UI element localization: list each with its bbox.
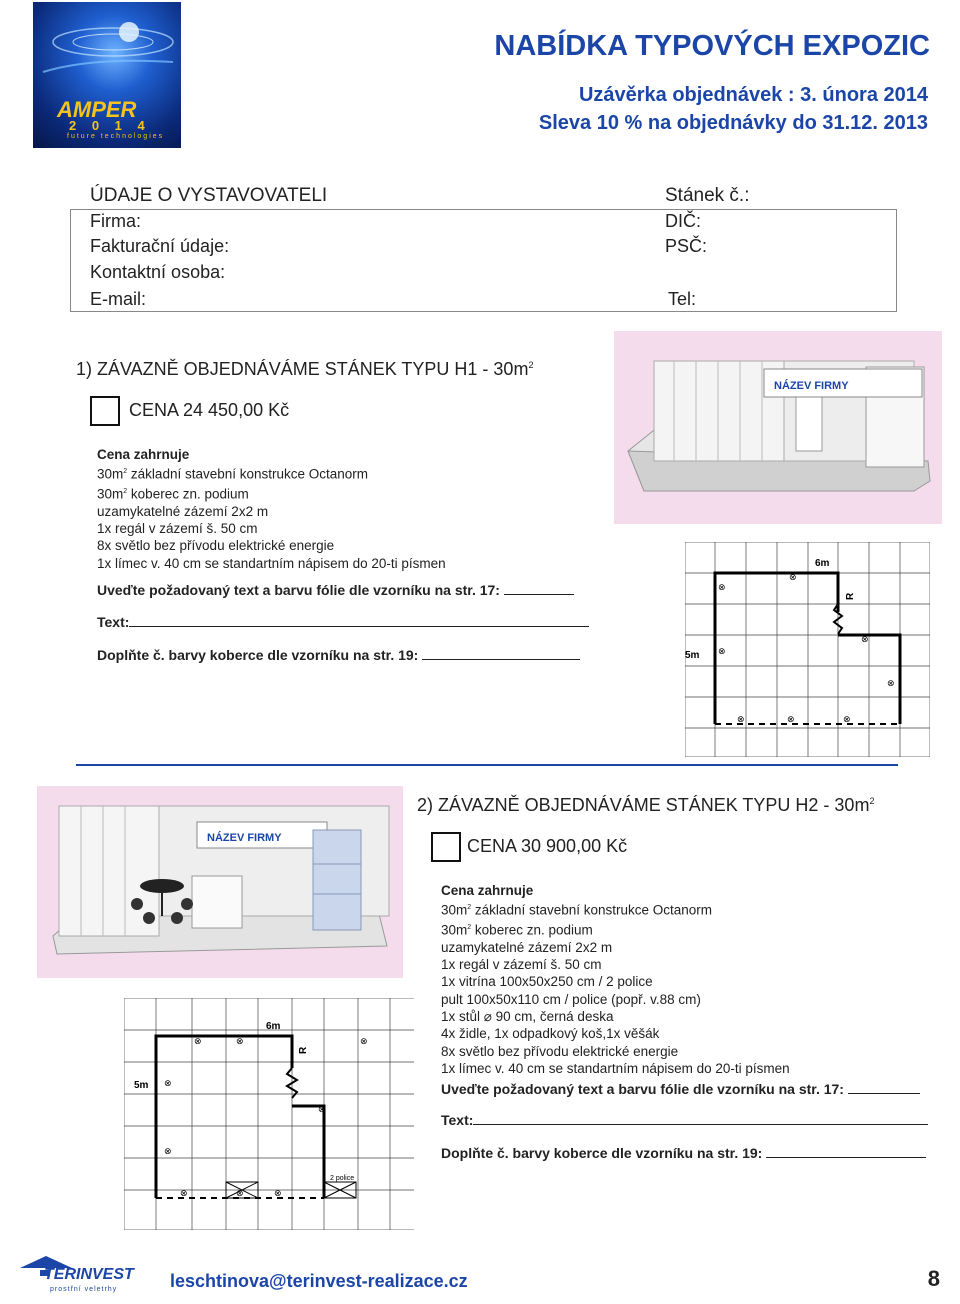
- dic-field[interactable]: DIČ:: [665, 211, 701, 231]
- stand-h1-render: [614, 331, 942, 524]
- logo-brand: AMPER: [57, 97, 137, 122]
- include-item: 1x límec v. 40 cm se standartním nápisem do 20-ti písmen: [441, 1060, 790, 1076]
- stand-h1-text-request: Uveďte požadovaný text a barvu fólie dle vzorníku na str. 17:: [97, 580, 574, 598]
- page-title: NABÍDKA TYPOVÝCH EXPOZIC: [494, 30, 930, 62]
- order-deadline: Uzávěrka objednávek : 3. února 2014: [578, 84, 928, 106]
- stand-h1-includes: [97, 446, 446, 572]
- h1-plan-depth: 5m: [685, 650, 700, 661]
- svg-text:⊗: ⊗: [718, 647, 726, 657]
- includes-heading: Cena zahrnuje: [441, 883, 534, 898]
- stand-h1-sign: NÁZEV FIRMY: [774, 380, 849, 392]
- carpet-input-line[interactable]: [766, 1143, 926, 1158]
- stand-h1-floor-plan: [685, 542, 930, 757]
- stand-h2-sign: NÁZEV FIRMY: [207, 832, 282, 844]
- text-input-line[interactable]: [473, 1110, 928, 1125]
- exhibitor-form: [70, 209, 897, 312]
- stand-h2-checkbox[interactable]: [431, 832, 461, 862]
- svg-text:⊗: ⊗: [236, 1189, 244, 1199]
- include-item: 1x límec v. 40 cm se standartním nápisem do 20-ti písmen: [97, 555, 446, 571]
- svg-text:⊗: ⊗: [180, 1189, 188, 1199]
- stand-h2-price: CENA 30 900,00 Kč: [467, 836, 628, 856]
- h2-plan-width: 6m: [266, 1021, 281, 1032]
- page-number: 8: [927, 1266, 940, 1291]
- stand-h1-text-field: Text:: [97, 612, 589, 630]
- discount-note: Sleva 10 % na objednávky do 31.12. 2013: [538, 112, 928, 134]
- svg-text:⊗: ⊗: [843, 715, 851, 725]
- color-input-line[interactable]: [848, 1079, 920, 1094]
- include-item: $30m^2$ koberec zn. podium: [441, 922, 593, 938]
- contact-email[interactable]: leschtinova@terinvest-realizace.cz: [170, 1271, 468, 1291]
- include-item: 8x světlo bez přívodu elektrické energie: [97, 538, 335, 554]
- include-item: $30m^2$ koberec zn. podium: [97, 486, 249, 502]
- stand-h2-floor-plan: [124, 998, 414, 1230]
- exhibitor-heading: ÚDAJE O VYSTAVOVATELI: [90, 185, 328, 206]
- text-input-line[interactable]: [129, 612, 589, 627]
- stand-h1-illustration: [614, 331, 942, 524]
- stand-number-label: Stánek č.:: [665, 185, 750, 206]
- include-item: $30m^2$ základní stavební konstrukce Octanorm: [441, 902, 713, 918]
- stand-h2-illustration: [37, 786, 403, 978]
- h1-plan-width: 6m: [815, 558, 830, 569]
- tel-field[interactable]: Tel:: [668, 289, 697, 309]
- stand-h2-carpet-request: Doplňte č. barvy koberce dle vzorníku na str. 19:: [441, 1143, 926, 1161]
- h2-plan-r: R: [298, 1046, 309, 1054]
- stand-h2-text-field: Text:: [441, 1110, 928, 1128]
- h2-plan-depth: 5m: [134, 1080, 149, 1091]
- stand-h1-carpet-request: Doplňte č. barvy koberce dle vzorníku na str. 19:: [97, 645, 580, 663]
- svg-text:⊗: ⊗: [194, 1037, 202, 1047]
- stand-h1-checkbox[interactable]: [90, 396, 120, 426]
- section-divider: [76, 764, 898, 766]
- svg-text:⊗: ⊗: [718, 583, 726, 593]
- terinvest-logo: [18, 1254, 158, 1299]
- h2-plan-shelves: 2 police: [330, 1175, 355, 1182]
- terinvest-name: TERINVEST: [44, 1266, 134, 1283]
- includes-heading: Cena zahrnuje: [97, 447, 190, 462]
- svg-text:⊗: ⊗: [789, 573, 797, 583]
- psc-field[interactable]: PSČ:: [665, 236, 708, 256]
- include-item: 1x stůl ⌀ 90 cm, černá deska: [441, 1009, 614, 1025]
- stand-h2-title: 2) ZÁVAZNĚ OBJEDNÁVÁME STÁNEK TYPU $H2 - 30m^2$: [417, 795, 875, 815]
- svg-text:⊗: ⊗: [737, 715, 745, 725]
- svg-text:⊗: ⊗: [164, 1147, 172, 1157]
- carpet-input-line[interactable]: [422, 645, 580, 660]
- stand-h2-includes: [441, 882, 790, 1077]
- h1-plan-r: R: [845, 592, 856, 600]
- include-item: 1x vitrína 100x50x250 cm / 2 police: [441, 974, 653, 990]
- include-item: 4x židle, 1x odpadkový koš,1x věšák: [441, 1026, 660, 1042]
- svg-text:⊗: ⊗: [236, 1037, 244, 1047]
- stand-h2-render: [37, 786, 403, 978]
- include-item: 1x regál v zázemí š. 50 cm: [97, 521, 258, 537]
- light-icon: [718, 573, 895, 725]
- svg-text:⊗: ⊗: [787, 715, 795, 725]
- svg-text:⊗: ⊗: [360, 1037, 368, 1047]
- svg-text:⊗: ⊗: [887, 679, 895, 689]
- stand-h1-title: 1) ZÁVAZNĚ OBJEDNÁVÁME STÁNEK TYPU $H1 - 30m^2$: [76, 359, 534, 379]
- include-item: 1x regál v zázemí š. 50 cm: [441, 957, 602, 973]
- contact-field[interactable]: Kontaktní osoba:: [90, 262, 226, 282]
- logo-tagline: future technologies: [67, 133, 165, 140]
- billing-field[interactable]: Fakturační údaje:: [90, 236, 230, 256]
- amper-logo: [33, 2, 181, 148]
- logo-year: 2 0 1 4: [69, 118, 151, 133]
- include-item: uzamykatelné zázemí 2x2 m: [97, 503, 269, 519]
- stand-h1-price: CENA 24 450,00 Kč: [129, 400, 290, 420]
- logo-graphic-icon: [33, 2, 181, 97]
- svg-text:⊗: ⊗: [274, 1189, 282, 1199]
- color-input-line[interactable]: [504, 580, 574, 595]
- stand-h2-text-request: Uveďte požadovaný text a barvu fólie dle vzorníku na str. 17:: [441, 1079, 920, 1097]
- include-item: uzamykatelné zázemí 2x2 m: [441, 939, 613, 955]
- firm-field[interactable]: Firma:: [90, 211, 141, 231]
- email-field[interactable]: E-mail:: [90, 289, 147, 309]
- svg-text:⊗: ⊗: [164, 1079, 172, 1089]
- include-item: pult 100x50x110 cm / police (popř. v.88 cm): [441, 991, 701, 1007]
- include-item: 8x světlo bez přívodu elektrické energie: [441, 1043, 679, 1059]
- terinvest-tagline: prostřní veletrhy: [50, 1286, 118, 1293]
- svg-text:⊗: ⊗: [861, 635, 869, 645]
- svg-text:⊗: ⊗: [318, 1105, 326, 1115]
- include-item: $30m^2$ základní stavební konstrukce Octanorm: [97, 466, 369, 482]
